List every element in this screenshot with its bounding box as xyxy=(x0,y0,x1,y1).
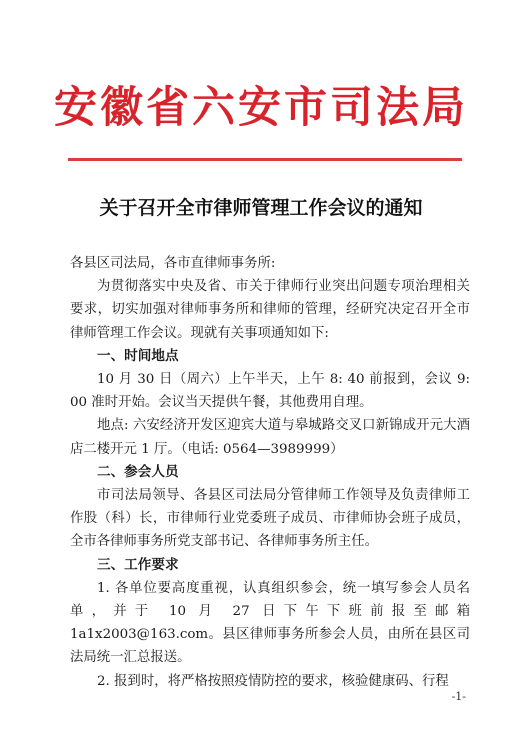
notice-title: 关于召开全市律师管理工作会议的通知 xyxy=(99,197,423,219)
section-heading-time-place: 一、时间地点 xyxy=(97,347,179,364)
red-divider-line xyxy=(68,158,462,161)
requirement-item-2: 2. 报到时，将严格按照疫情防控的要求，核验健康码、行程 xyxy=(97,673,449,689)
intro-paragraph: 为贯彻落实中央及省、市关于律师行业突出问题专项治理相关要求，切实加强对律师事务所和律师的管理，经研究决定召开全市律师管理工作会议。现就有关事项通知如下: xyxy=(70,279,470,341)
requirement-item-1: 1. 各单位要高度重视，认真组织参会，统一填写参会人员名单，并于 10 月 27 日下午下班前报至邮箱 1a1x2003@163.com。县区律师事务所参会人员，由所在县区司法局统一汇总报送。 xyxy=(70,580,470,666)
place-paragraph: 地点: 六安经济开发区迎宾大道与皋城路交叉口新锦成开元大酒店二楼开元 1 厅。（电话: 0564—3989999） xyxy=(70,418,470,457)
attendees-paragraph: 市司法局领导、各县区司法局分管律师工作领导及负责律师工作股（科）长，市律师行业党委班子成员、市律师协会班子成员，全市各律师事务所党支部书记、各律师事务所主任。 xyxy=(70,488,470,550)
organization-header: 安徽省六安市司法局 xyxy=(54,83,468,133)
section-heading-attendees: 二、参会人员 xyxy=(97,463,179,480)
salutation: 各县区司法局，各市直律师事务所: xyxy=(70,256,276,271)
page-number: -1- xyxy=(451,690,466,703)
section-heading-requirements: 三、工作要求 xyxy=(97,556,179,573)
notice-body xyxy=(70,252,470,693)
time-paragraph: 10 月 30 日（周六）上午半天，上午 8: 40 前报到，会议 9: 00 准时开始。会议当天提供午餐，其他费用自理。 xyxy=(70,372,470,411)
